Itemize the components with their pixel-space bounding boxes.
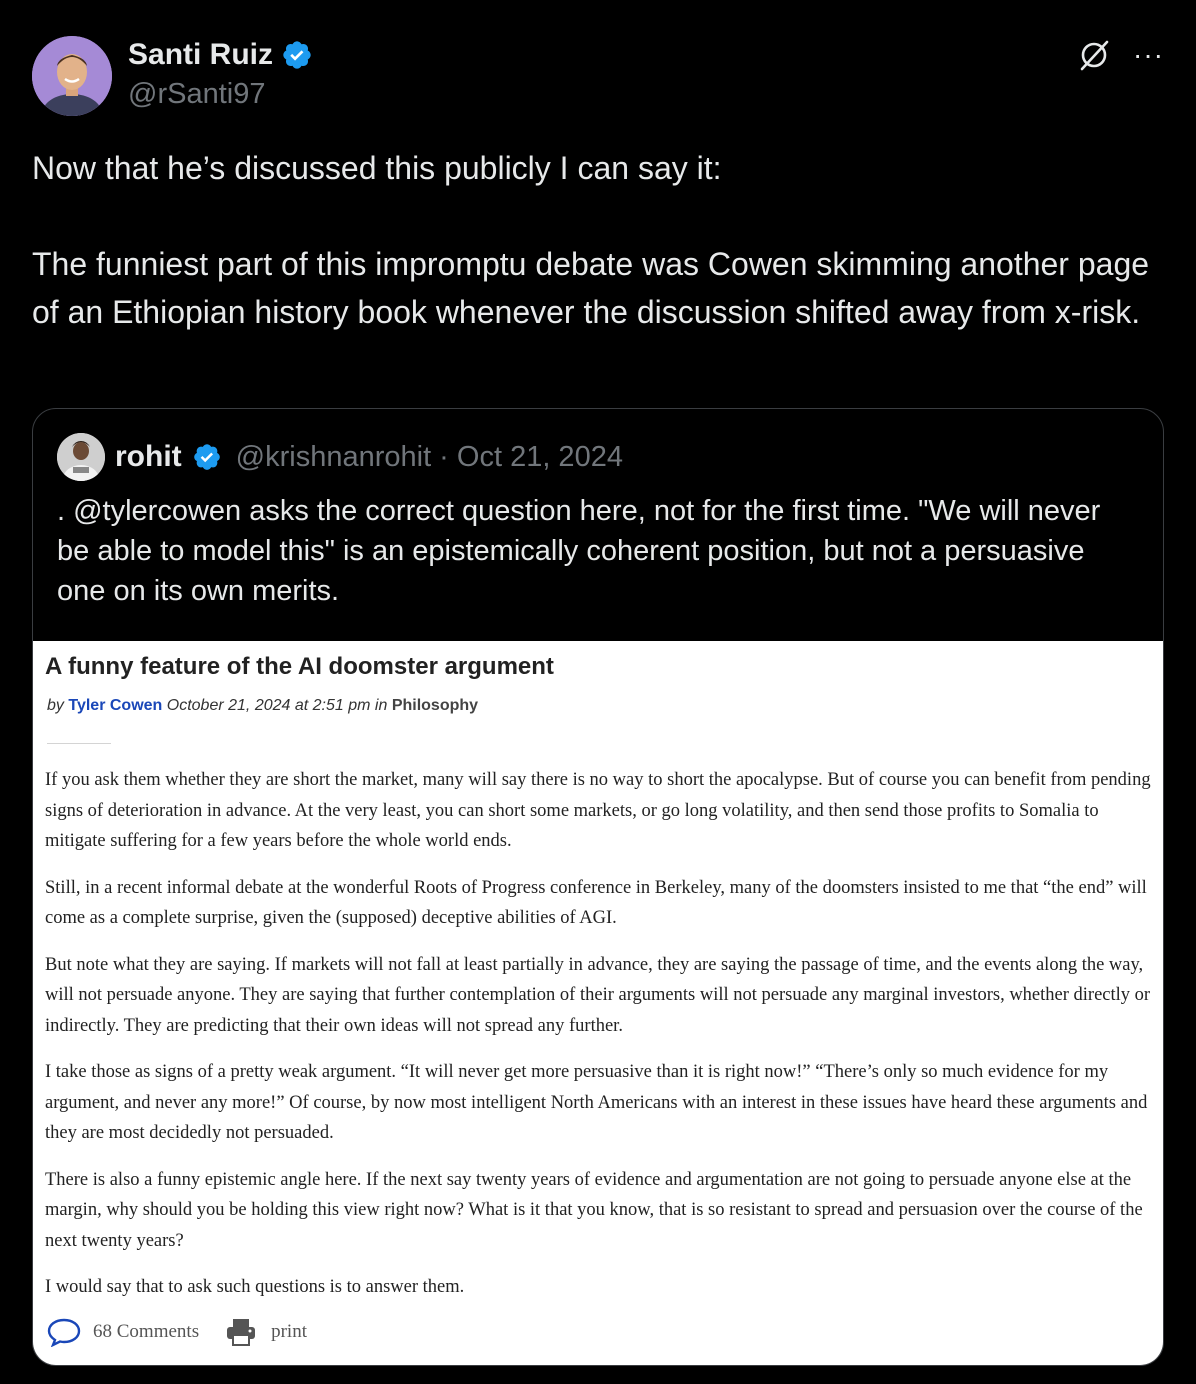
- article-screenshot[interactable]: [33, 641, 1163, 1365]
- quoted-avatar-image: [57, 433, 105, 481]
- author-name-row[interactable]: [128, 38, 313, 72]
- tweet-actions-top: [1077, 38, 1164, 72]
- byline-date: October 21, 2024 at 2:51 pm: [166, 697, 371, 714]
- byline-category: Philosophy: [391, 697, 479, 714]
- byline-author: Tyler Cowen: [68, 697, 163, 714]
- article-paragraph: There is also a funny epistemic angle here. If the next say twenty years of evidence and argumentation are not going to persuade anyone else at the margin, why should you be holding this view right now? What is it that you know, that is so resistant to spread and persuasion over the course of the next twenty years?: [45, 1169, 1143, 1251]
- tweet-text: [32, 144, 1152, 336]
- article-paragraph: I would say that to ask such questions is to answer them.: [45, 1277, 465, 1297]
- quoted-tweet[interactable]: [32, 408, 1164, 1366]
- comments-count: 68 Comments: [93, 1321, 200, 1342]
- divider: [47, 743, 111, 744]
- quoted-tweet-header: [57, 433, 623, 481]
- article-title: A funny feature of the AI doomster argument: [45, 653, 554, 680]
- article-byline: [47, 697, 478, 715]
- author-handle[interactable]: @rSanti97: [128, 78, 266, 110]
- quoted-tweet-text: . @tylercowen asks the correct question here, not for the first time. "We will never be able to model this" is an epistemically coherent position, but not a persuasive one on its own merits.: [57, 495, 1101, 607]
- quoted-avatar[interactable]: [57, 433, 105, 481]
- byline-in: in: [374, 697, 388, 714]
- article-paragraph: I take those as signs of a pretty weak argument. “It will never get more persuasive than it is right now!” “There’s only so much evidence for my argument, and never any more!” Of course, by now most intelligent North Americans with an interest in these issues have heard these arguments and they are most decidedly not persuaded.: [45, 1062, 1148, 1143]
- grok-icon[interactable]: [1077, 38, 1111, 72]
- print-label: print: [271, 1321, 307, 1342]
- article-body: [45, 765, 1159, 1319]
- byline-by: by: [47, 697, 64, 714]
- print-icon: [225, 1317, 257, 1347]
- author-name[interactable]: Santi Ruiz: [128, 38, 274, 71]
- more-options-icon[interactable]: ···: [1133, 39, 1164, 70]
- quoted-author-name[interactable]: rohit: [115, 440, 182, 473]
- comment-icon: [47, 1317, 81, 1347]
- tweet-paragraph: Now that he’s discussed this publicly I can say it:: [32, 150, 722, 186]
- verified-badge-icon: [192, 442, 222, 472]
- avatar[interactable]: [32, 36, 112, 116]
- verified-badge-icon: [281, 39, 313, 71]
- article-paragraph: If you ask them whether they are short the market, many will say there is no way to short the apocalypse. But of course you can benefit from pending signs of deterioration in advance. At the very least, you can short some markets, or go long volatility, and then send those profits to Somalia to mitigate suffering for a few years before the whole world ends.: [45, 770, 1151, 851]
- article-footer: [47, 1317, 307, 1347]
- quoted-handle-date[interactable]: @krishnanrohit · Oct 21, 2024: [235, 440, 623, 473]
- tweet-paragraph: The funniest part of this impromptu debate was Cowen skimming another page of an Ethiopian history book whenever the discussion shifted away from x-risk.: [32, 246, 1150, 330]
- article-paragraph: But note what they are saying. If markets will not fall at least partially in advance, they are saying the passage of time, and the events along the way, will not persuade anyone. They are saying that further contemplation of their arguments will not persuade any marginal investors, whether directly or indirectly. They are predicting that their own ideas will not spread any further.: [45, 954, 1151, 1036]
- avatar-image: [32, 36, 112, 116]
- article-paragraph: Still, in a recent informal debate at the wonderful Roots of Progress conference in Berkeley, many of the doomsters insisted to me that “the end” will come as a complete surprise, given the (supposed) deceptive abilities of AGI.: [45, 877, 1147, 928]
